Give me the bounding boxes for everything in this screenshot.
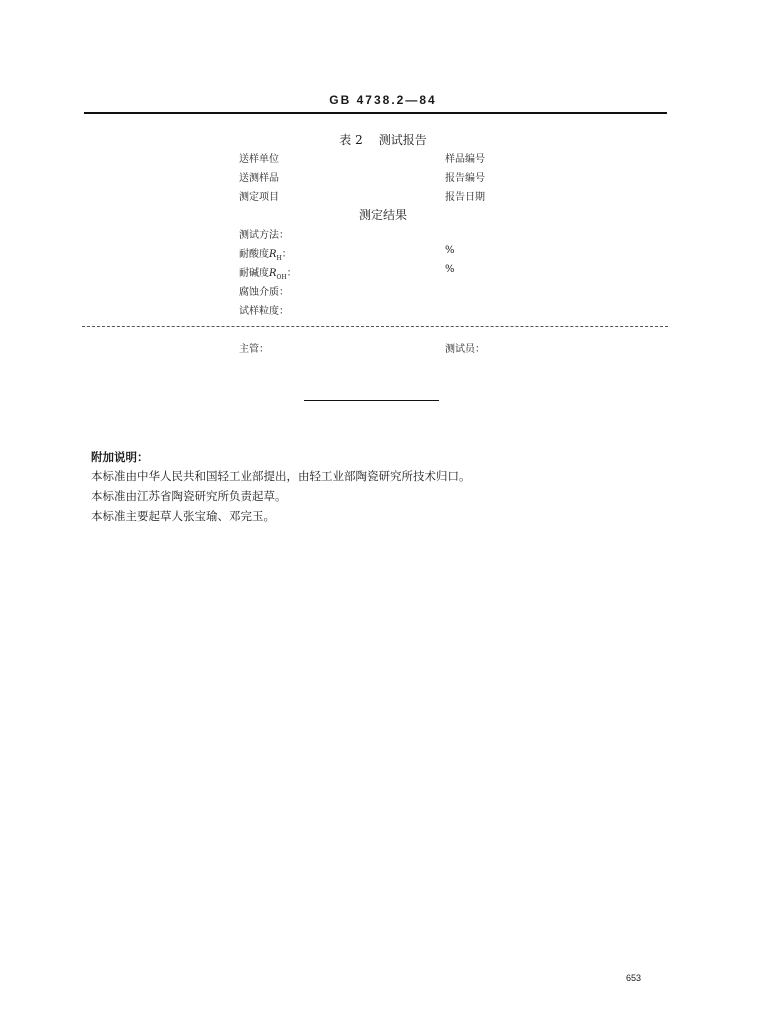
test-method: 测试方法： bbox=[239, 230, 289, 241]
acid-colon: ： bbox=[281, 249, 292, 260]
alkali-percent: % bbox=[445, 264, 455, 275]
field-sample: 送测样品 bbox=[239, 173, 279, 184]
end-rule bbox=[304, 400, 439, 401]
alkali-colon: ： bbox=[286, 268, 297, 279]
acid-sub: H bbox=[276, 255, 282, 262]
field-report-date: 报告日期 bbox=[445, 192, 485, 203]
notes-heading: 附加说明： bbox=[91, 450, 149, 464]
acid-label: 耐酸度 bbox=[239, 249, 269, 260]
standard-number: GB 4738.2—84 bbox=[329, 93, 437, 107]
page-number: 653 bbox=[626, 973, 642, 983]
table-divider bbox=[82, 326, 668, 327]
note-line: 本标准由中华人民共和国轻工业部提出，由轻工业部陶瓷研究所技术归口。 bbox=[91, 469, 471, 483]
supervisor-field: 主管： bbox=[239, 344, 269, 355]
sample-granularity: 试样粒度： bbox=[239, 306, 289, 317]
acid-percent: % bbox=[445, 245, 455, 256]
results-heading: 测定结果 bbox=[358, 208, 407, 222]
tester-field: 测试员： bbox=[445, 344, 485, 355]
field-report-number: 报告编号 bbox=[445, 173, 485, 184]
acid-symbol: R bbox=[269, 249, 277, 260]
acid-resistance bbox=[239, 245, 292, 262]
table-title-text: 测试报告 bbox=[378, 133, 427, 147]
alkali-resistance bbox=[239, 264, 297, 281]
table-number: 表 2 bbox=[339, 133, 363, 147]
header-rule bbox=[84, 112, 667, 114]
field-sample-number: 样品编号 bbox=[445, 154, 485, 165]
field-test-item: 测定项目 bbox=[239, 192, 279, 203]
note-line: 本标准由江苏省陶瓷研究所负责起草。 bbox=[91, 489, 287, 503]
alkali-label: 耐碱度 bbox=[239, 268, 269, 279]
table-title bbox=[0, 131, 766, 148]
alkali-symbol: R bbox=[269, 268, 277, 279]
corrosion-medium: 腐蚀介质： bbox=[239, 287, 289, 298]
note-line: 本标准主要起草人张宝瑜、邓完玉。 bbox=[91, 509, 275, 523]
alkali-sub: OH bbox=[276, 274, 287, 281]
field-sending-unit: 送样单位 bbox=[239, 154, 279, 165]
